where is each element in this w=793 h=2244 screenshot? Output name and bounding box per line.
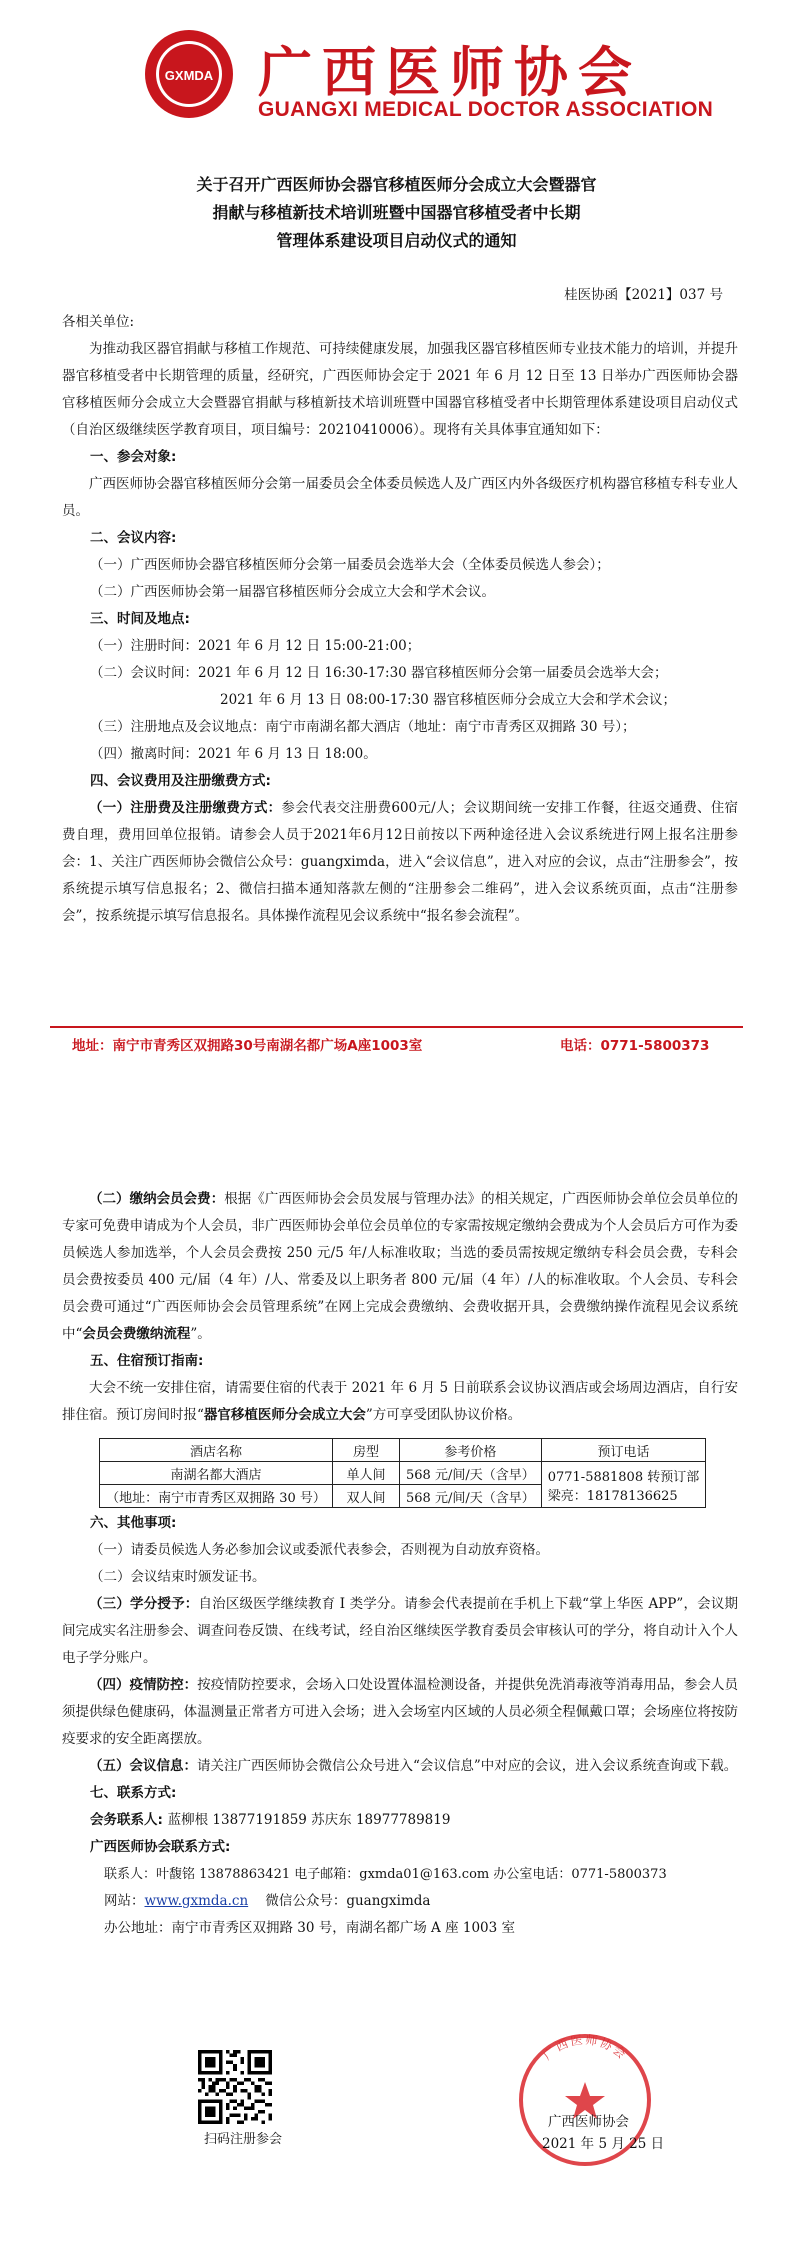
section6-item4 (62, 1672, 738, 1753)
association-contacts-label: 广西医师协会联系方式: (90, 1839, 231, 1855)
notice-body-part3 (62, 1510, 738, 1942)
hotel-address: （地址：南宁市青秀区双拥路 30 号） (100, 1485, 333, 1508)
section3-heading: 三、时间及地点: (90, 611, 190, 627)
section6-item5-text: 请关注广西医师协会微信公众号进入“会议信息”中对应的会议，进入会议系统查询或下载。 (197, 1758, 738, 1774)
association-contact-line: 联系人：叶馥铭 13878863421 电子邮箱：gxmda01@163.com 办公室电话：0771-5800373 (104, 1867, 667, 1882)
section1-heading: 一、参会对象: (90, 449, 177, 465)
section5-text (62, 1375, 738, 1429)
section3-item2b: 2021 年 6 月 13 日 08:00-17:30 器官移植医师分会成立大会和学术会议； (220, 692, 677, 708)
signature-org: 广西医师协会 (548, 2114, 629, 2130)
section4-item2 (62, 1186, 738, 1348)
seal-text: 广西医师协会 (540, 2032, 630, 2063)
room-type: 单人间 (333, 1462, 400, 1485)
website-label: 网站： (104, 1893, 145, 1909)
affairs-contacts-label: 会务联系人: (90, 1812, 163, 1828)
booking-phone (541, 1462, 706, 1508)
notice-title-line3: 管理体系建设项目启动仪式的通知 (276, 231, 517, 250)
section6-item5 (62, 1753, 738, 1780)
room-price: 568 元/间/天（含早） (400, 1485, 542, 1508)
section3-item2a: （二）会议时间：2021 年 6 月 12 日 16:30-17:30 器官移植医师分会第一届委员会选举大会； (90, 665, 668, 681)
association-logo-icon (143, 28, 235, 120)
section5-text-bold: 器官移植医师分会成立大会 (203, 1407, 366, 1423)
registration-qr-code-icon[interactable] (198, 2050, 272, 2124)
footer-address: 地址：南宁市青秀区双拥路30号南湖名都广场A座1003室 (72, 1038, 423, 1054)
notice-body-part1 (62, 309, 738, 930)
section6-item3-label: （三）学分授予： (89, 1596, 199, 1612)
section4-heading: 四、会议费用及注册缴费方式: (90, 773, 271, 789)
section4-item1-text: 参会代表交注册费600元/人；会议期间统一安排工作餐，往返交通费、住宿费自理，费用回单位报销。请参会人员于2021年6月12日前按以下两种途径进入会议系统进行网上报名注册参会：1、关注广西医师协会微信公众号：guangximda，进入“会议信息”，进入对应的会议，点击“注册参会”，按系统提示填写信息报名；2、微信扫描本通知落款左侧的“注册参会二维码”，进入会议系统页面，点击“注册参会”，按系统提示填写信息报名。具体操作流程见会议系统中“报名参会流程”。 (62, 800, 738, 924)
office-address: 办公地址：南宁市青秀区双拥路 30 号，南湖名都广场 A 座 1003 室 (104, 1920, 516, 1936)
table-header-cell: 酒店名称 (100, 1439, 333, 1462)
association-web-line (62, 1888, 738, 1915)
section4-item2-bold: 会员会费缴纳流程 (82, 1326, 191, 1342)
footer-phone: 电话：0771-5800373 (560, 1038, 710, 1054)
room-type: 双人间 (333, 1485, 400, 1508)
section4-item2-end: ”。 (190, 1326, 211, 1342)
section2-item1: （一）广西医师协会器官移植医师分会第一届委员会选举大会（全体委员候选人参会）； (90, 557, 610, 573)
notice-title-line1: 关于召开广西医师协会器官移植医师分会成立大会暨器官 (196, 175, 597, 194)
intro-paragraph: 为推动我区器官捐献与移植工作规范、可持续健康发展，加强我区器官移植医师专业技术能力的培训，并提升器官移植受者中长期管理的质量，经研究，广西医师协会定于 2021 年 6 月 12 日至 13 日举办广西医师协会器官移植医师分会成立大会暨器官捐献与移植新技术培训班暨中国器官移植受者中长期管理体系建设项目启动仪式（自治区级继续医学教育项目，项目编号：20210410006）。现将有关具体事宜通知如下： (62, 341, 738, 438)
section1-text: 广西医师协会器官移植医师分会第一届委员会全体委员候选人及广西区内外各级医疗机构器官移植专科专业人员。 (62, 476, 738, 519)
footer-divider (50, 1026, 743, 1028)
room-price: 568 元/间/天（含早） (400, 1462, 542, 1485)
hotel-name: 南湖名都大酒店 (100, 1462, 333, 1485)
org-name-cn: 广西医师协会 (258, 41, 642, 104)
table-header-row (100, 1439, 706, 1462)
document-number: 桂医协函【2021】037 号 (564, 287, 723, 303)
section6-item5-label: （五）会议信息： (89, 1758, 197, 1774)
section4-item2-text: 根据《广西医师协会会员发展与管理办法》的相关规定，广西医师协会单位会员单位的专家可免费申请成为个人会员，非广西医师协会单位会员单位的专家需按规定缴纳会费成为个人会员后方可作为委员候选人参加选举，个人会员会费按 250 元/5 年/人标准收取；当选的委员需按规定缴纳专科会员会费，专科会员会费按委员 400 元/届（4 年）/人、常委及以上职务者 800 元/届（4 年）/人的标准收取。个人会员、专科会员会费可通过“广西医师协会会员管理系统”在网上完成会费缴纳、会费收据开具，会费缴纳操作流程见会议系统中“ (62, 1191, 739, 1342)
table-header-cell: 参考价格 (400, 1439, 542, 1462)
org-name-en: GUANGXI MEDICAL DOCTOR ASSOCIATION (258, 98, 714, 121)
affairs-contacts (62, 1807, 738, 1834)
notice-title-line2: 捐献与移植新技术培训班暨中国器官移植受者中长期 (212, 203, 581, 222)
table-row (100, 1462, 706, 1485)
section4-item1 (62, 795, 738, 930)
notice-body-part2 (62, 1186, 738, 1429)
section6-item3 (62, 1591, 738, 1672)
section2-item2: （二）广西医师协会第一届器官移植医师分会成立大会和学术会议。 (90, 584, 495, 600)
table-header-cell: 房型 (333, 1439, 400, 1462)
section4-item2-label: （二）缴纳会员会费： (89, 1191, 225, 1207)
section6-heading: 六、其他事项: (90, 1515, 177, 1531)
wechat-account: 微信公众号：guangximda (265, 1893, 431, 1909)
section6-item4-label: （四）疫情防控： (89, 1677, 198, 1693)
section7-heading: 七、联系方式: (90, 1785, 177, 1801)
hotel-table (99, 1438, 706, 1508)
section5-heading: 五、住宿预订指南: (90, 1353, 204, 1369)
signature-date: 2021 年 5 月 25 日 (542, 2136, 665, 2152)
section2-heading: 二、会议内容: (90, 530, 177, 546)
section3-item1: （一）注册时间：2021 年 6 月 12 日 15:00-21:00； (90, 638, 421, 654)
website-link[interactable]: www.gxmda.cn (144, 1893, 249, 1909)
section3-item3: （三）注册地点及会议地点：南宁市南湖名都大酒店（地址：南宁市青秀区双拥路 30 号）； (90, 719, 636, 735)
qr-label: 扫码注册参会 (204, 2132, 283, 2147)
booking-phone-1: 0771-5881808 转预订部 (547, 1469, 700, 1485)
section6-item4-text: 按疫情防控要求，会场入口处设置体温检测设备，并提供免洗消毒液等消毒用品，参会人员须提供绿色健康码，体温测量正常者方可进入会场；进入会场室内区域的人员必须全程佩戴口罩；会场座位将按防疫要求的安全距离摆放。 (62, 1677, 739, 1747)
booking-phone-2: 梁亮：18178136625 (547, 1488, 678, 1504)
section6-item1: （一）请委员候选人务必参加会议或委派代表参会，否则视为自动放弃资格。 (90, 1542, 549, 1558)
section6-item3-text: 自治区级医学继续教育 I 类学分。请参会代表提前在手机上下载“掌上华医 APP”，会议期间完成实名注册参会、调查问卷反馈、在线考试，经自治区继续医学教育委员会审核认可的学分，将自动计入个人电子学分账户。 (62, 1596, 738, 1666)
section5-text-a: 大会不统一安排住宿，请需要住宿的代表于 2021 年 6 月 5 日前联系会议协议酒店或会场周边酒店，自行安排住宿。预订房间时报“ (62, 1380, 738, 1423)
table-header-cell: 预订电话 (541, 1439, 706, 1462)
section5-text-b: ”方可享受团队协议价格。 (365, 1407, 522, 1423)
salutation: 各相关单位: (62, 314, 135, 330)
logo-text: GXMDA (164, 68, 214, 83)
section4-item1-label: （一）注册费及注册缴费方式： (89, 800, 282, 816)
section6-item2: （二）会议结束时颁发证书。 (90, 1569, 266, 1585)
affairs-contacts-people: 蓝柳根 13877191859 苏庆东 18977789819 (167, 1812, 451, 1828)
section3-item4: （四）撤离时间：2021 年 6 月 13 日 18:00。 (90, 746, 377, 762)
